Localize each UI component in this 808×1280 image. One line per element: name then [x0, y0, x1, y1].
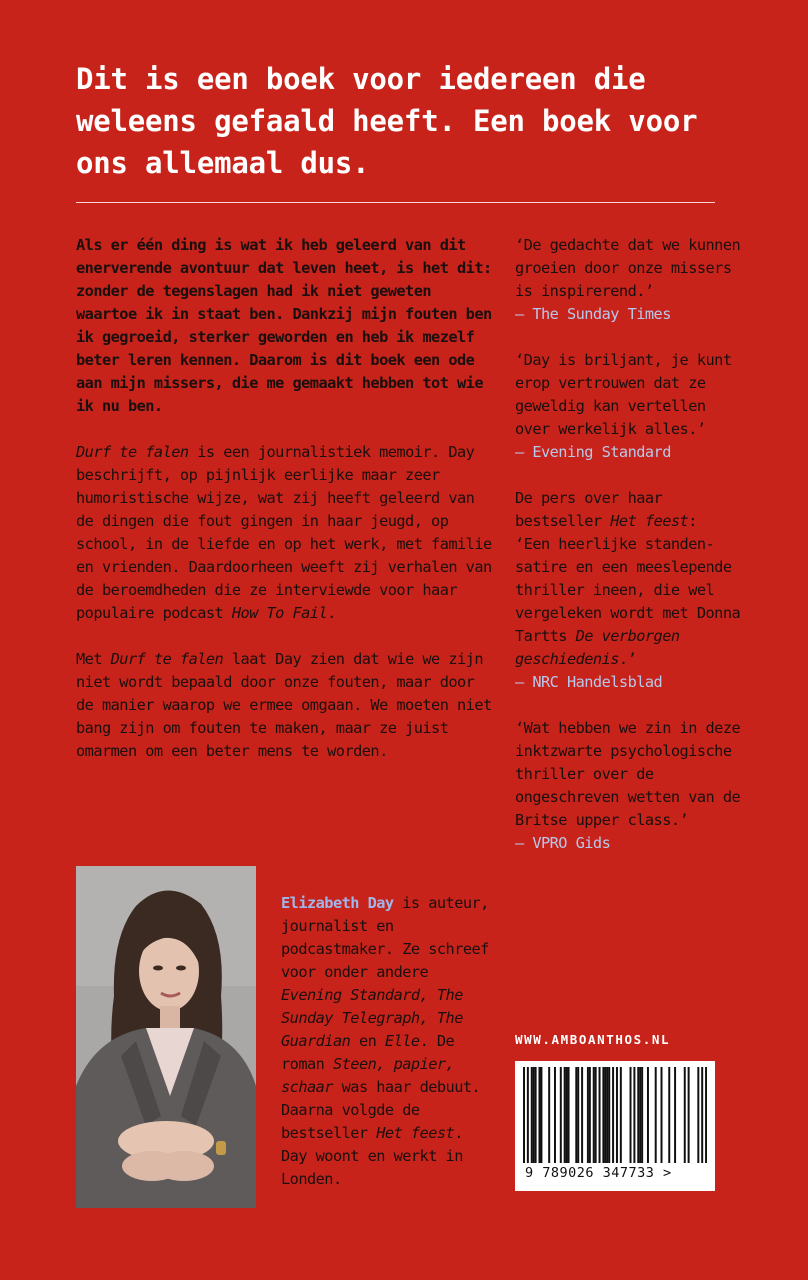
barcode-bar — [637, 1067, 639, 1163]
barcode-bar — [564, 1067, 566, 1163]
body-text: Met — [76, 650, 111, 668]
isbn-barcode — [515, 1061, 715, 1191]
barcode-bar — [540, 1067, 542, 1163]
barcode-bar — [595, 1067, 597, 1163]
author-photo — [76, 866, 256, 1208]
book-title: Durf te falen — [110, 650, 224, 668]
barcode-bar — [523, 1067, 525, 1163]
divider — [76, 202, 715, 203]
body-text: . — [327, 604, 336, 622]
quote-text: ‘Wat hebben we zin in deze inktzwarte psychologische thriller over de ongeschreven wetten van de Britse upper class.’ — [515, 719, 741, 829]
body-paragraph-2 — [76, 648, 496, 763]
headline: Dit is een boek voor iedereen die weleens gefaald heeft. Een boek voor ons allemaal dus. — [76, 62, 698, 180]
quote-lead: De pers over haar bestseller — [515, 489, 663, 530]
body-text: laat Day zien dat wie we zijn niet wordt bepaald door onze fouten, maar door de manier waarop we ermee omgaan. We moeten niet bang zijn om fouten te maken, maar ze juist omarmen om een beter mens te worden. — [76, 650, 492, 760]
press-quote — [515, 717, 747, 855]
book-title: Durf te falen — [76, 443, 189, 461]
barcode-bar — [527, 1067, 529, 1163]
quote-text: ‘Day is briljant, je kunt erop vertrouwen dat ze geweldig kan vertellen over werkelijk alles.’ — [515, 351, 732, 438]
bio-text: . Day woont en werkt in Londen. — [281, 1124, 463, 1188]
barcode-bar — [608, 1067, 610, 1163]
book-title: Het feest — [376, 1124, 455, 1142]
quote-text: ‘De gedachte dat we kunnen groeien door onze missers is inspirerend.’ — [515, 236, 741, 300]
author-bio — [281, 892, 491, 1191]
bio-text: is auteur, journalist en podcastmaker. Ze schreef voor onder andere — [281, 894, 489, 981]
punctuation: : — [688, 512, 697, 530]
barcode-bar — [620, 1067, 622, 1163]
quote-body: ‘Een heerlijke standensatire en een meeslepende thriller ineen, die wel vergeleken wordt met Donna Tartts — [515, 535, 741, 645]
barcode-bar — [668, 1067, 670, 1163]
body-paragraph-1 — [76, 441, 496, 625]
barcode-icon — [523, 1067, 707, 1165]
barcode-bar — [606, 1067, 608, 1163]
quote-source: – NRC Handelsblad — [515, 673, 663, 691]
publication-name: Elle — [384, 1032, 420, 1050]
barcode-bar — [705, 1067, 707, 1163]
book-title: De verborgen geschiedenis — [515, 627, 680, 668]
barcode-bar — [566, 1067, 568, 1163]
barcode-bar — [639, 1067, 641, 1163]
barcode-bar — [612, 1067, 614, 1163]
bio-text: en — [350, 1032, 385, 1050]
bio-text: was haar debuut. Daarna volgde de bestseller — [281, 1078, 481, 1142]
barcode-bar — [684, 1067, 686, 1163]
barcode-bar — [568, 1067, 570, 1163]
barcode-bar — [533, 1067, 535, 1163]
punctuation: .’ — [618, 650, 637, 668]
barcode-bar — [697, 1067, 699, 1163]
barcode-bar — [604, 1067, 606, 1163]
barcode-bar — [531, 1067, 533, 1163]
barcode-bar — [630, 1067, 632, 1163]
barcode-bar — [593, 1067, 595, 1163]
blurb-column — [76, 234, 496, 786]
barcode-bar — [674, 1067, 676, 1163]
isbn-number: 9 789026 347733 > — [525, 1165, 672, 1181]
barcode-bar — [554, 1067, 556, 1163]
barcode-bar — [538, 1067, 540, 1163]
press-quote — [515, 349, 747, 464]
bio-text: . De roman — [281, 1032, 455, 1073]
body-text: is een journalistiek memoir. Day beschrijft, op pijnlijk eerlijke maar zeer humoristische wijze, wat zij heeft geleerd van de dingen die fout gingen in haar jeugd, op school, in de liefde en op het werk, met familie en vrienden. Daardoorheen weeft zij verhalen van de beroemdheden die ze interviewde voor haar populaire podcast — [76, 443, 492, 622]
author-name: Elizabeth Day — [281, 894, 394, 912]
quote-source: – Evening Standard — [515, 443, 671, 461]
het-feest-press-quote — [515, 487, 747, 694]
barcode-bar — [616, 1067, 618, 1163]
barcode-bar — [688, 1067, 690, 1163]
barcode-bar — [647, 1067, 649, 1163]
author-photo-illustration — [76, 866, 256, 1208]
press-quote — [515, 234, 747, 326]
barcode-bar — [602, 1067, 604, 1163]
publication-names: Evening Standard, The Sunday Telegraph, The Guardian — [281, 986, 463, 1050]
barcode-bar — [661, 1067, 663, 1163]
barcode-bar — [701, 1067, 703, 1163]
quote-source: – VPRO Gids — [515, 834, 611, 852]
barcode-bar — [655, 1067, 657, 1163]
barcode-bar — [575, 1067, 577, 1163]
barcode-bar — [589, 1067, 591, 1163]
barcode-bar — [641, 1067, 643, 1163]
intro-paragraph: Als er één ding is wat ik heb geleerd van dit enerverende avontuur dat leven heet, is het dit: zonder de tegenslagen had ik niet geweten waartoe ik in staat ben. Dankzij mijn fouten ben ik gegroeid, sterker geworden en heb ik mezelf beter leren kennen. Daarom is dit boek een ode aan mijn missers, die me gemaakt hebben tot wie ik nu ben. — [76, 236, 492, 415]
press-quotes-column — [515, 234, 747, 878]
quote-text — [515, 487, 747, 671]
barcode-bar — [581, 1067, 583, 1163]
barcode-bar — [548, 1067, 550, 1163]
barcode-bar — [535, 1067, 537, 1163]
publisher-website[interactable]: WWW.AMBOANTHOS.NL — [515, 1032, 671, 1047]
book-title: Het feest — [610, 512, 689, 530]
book-title: Steen, papier, schaar — [281, 1055, 455, 1096]
barcode-bar — [560, 1067, 562, 1163]
barcode-bar — [633, 1067, 635, 1163]
barcode-bar — [587, 1067, 589, 1163]
barcode-bar — [577, 1067, 579, 1163]
barcode-bar — [599, 1067, 601, 1163]
quote-source: – The Sunday Times — [515, 305, 671, 323]
podcast-title: How To Fail — [231, 604, 328, 622]
